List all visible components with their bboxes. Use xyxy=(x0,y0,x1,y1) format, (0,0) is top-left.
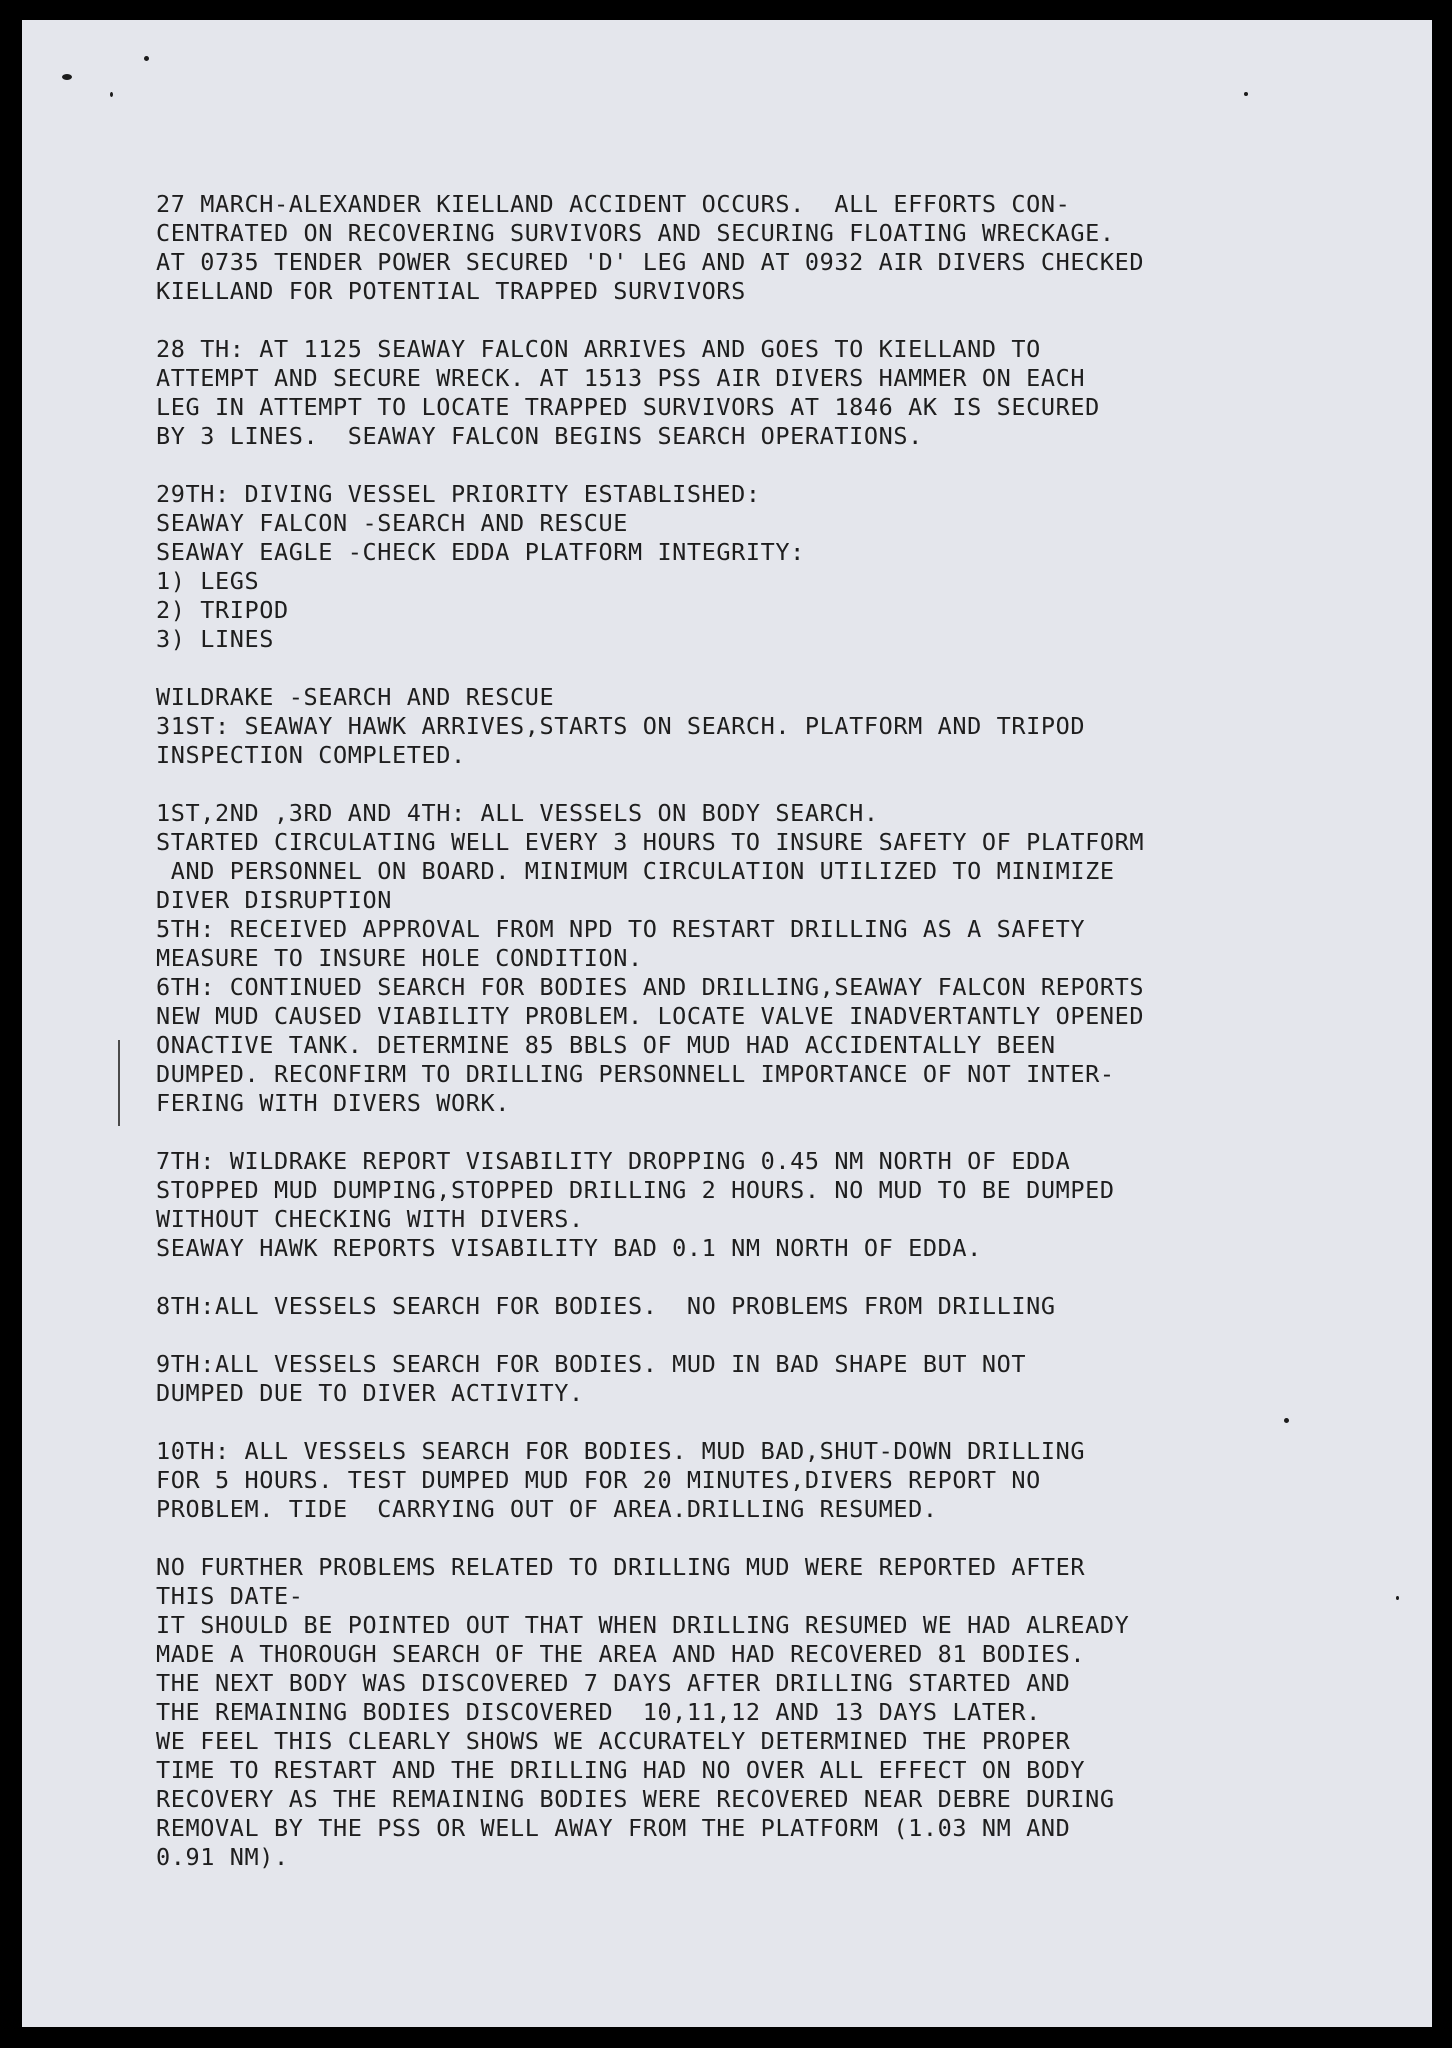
text-line: TIME TO RESTART AND THE DRILLING HAD NO OVER ALL EFFECT ON BODY xyxy=(156,1756,1086,1784)
paragraph-gap xyxy=(156,1408,1144,1437)
report-paragraph xyxy=(156,1292,1144,1321)
scan-speck xyxy=(1396,1596,1399,1600)
text-line: 8TH:ALL VESSELS SEARCH FOR BODIES. NO PROBLEMS FROM DRILLING xyxy=(156,1292,1056,1320)
text-line: NO FURTHER PROBLEMS RELATED TO DRILLING MUD WERE REPORTED AFTER xyxy=(156,1553,1086,1581)
margin-pen-mark xyxy=(118,1040,120,1126)
typewritten-report-text xyxy=(156,190,1144,1872)
text-line: 1) LEGS xyxy=(156,567,260,595)
text-line: 1ST,2ND ,3RD AND 4TH: ALL VESSELS ON BODY SEARCH. xyxy=(156,799,879,827)
text-line: WE FEEL THIS CLEARLY SHOWS WE ACCURATELY DETERMINED THE PROPER xyxy=(156,1727,1071,1755)
report-paragraph xyxy=(156,1147,1144,1263)
paragraph-gap xyxy=(156,1263,1144,1292)
text-line: NEW MUD CAUSED VIABILITY PROBLEM. LOCATE VALVE INADVERTANTLY OPENED xyxy=(156,1002,1145,1030)
text-line: FERING WITH DIVERS WORK. xyxy=(156,1089,510,1117)
text-line: MEASURE TO INSURE HOLE CONDITION. xyxy=(156,944,643,972)
scan-speck xyxy=(110,92,113,97)
text-line: ONACTIVE TANK. DETERMINE 85 BBLS OF MUD HAD ACCIDENTALLY BEEN xyxy=(156,1031,1056,1059)
text-line: RECOVERY AS THE REMAINING BODIES WERE RECOVERED NEAR DEBRE DURING xyxy=(156,1785,1115,1813)
paragraph-gap xyxy=(156,451,1144,480)
text-line: PROBLEM. TIDE CARRYING OUT OF AREA.DRILLING RESUMED. xyxy=(156,1495,938,1523)
text-line: SEAWAY FALCON -SEARCH AND RESCUE xyxy=(156,509,628,537)
text-line: AT 0735 TENDER POWER SECURED 'D' LEG AND AT 0932 AIR DIVERS CHECKED xyxy=(156,248,1145,276)
text-line: 3) LINES xyxy=(156,625,274,653)
text-line: SEAWAY EAGLE -CHECK EDDA PLATFORM INTEGRITY: xyxy=(156,538,805,566)
text-line: AND PERSONNEL ON BOARD. MINIMUM CIRCULATION UTILIZED TO MINIMIZE xyxy=(156,857,1115,885)
text-line: WITHOUT CHECKING WITH DIVERS. xyxy=(156,1205,584,1233)
text-line: LEG IN ATTEMPT TO LOCATE TRAPPED SURVIVORS AT 1846 AK IS SECURED xyxy=(156,393,1100,421)
paragraph-gap xyxy=(156,306,1144,335)
text-line: THIS DATE- xyxy=(156,1582,304,1610)
text-line: THE REMAINING BODIES DISCOVERED 10,11,12 AND 13 DAYS LATER. xyxy=(156,1698,1041,1726)
text-line: STOPPED MUD DUMPING,STOPPED DRILLING 2 HOURS. NO MUD TO BE DUMPED xyxy=(156,1176,1115,1204)
text-line: WILDRAKE -SEARCH AND RESCUE xyxy=(156,683,555,711)
paragraph-gap xyxy=(156,1321,1144,1350)
text-line: KIELLAND FOR POTENTIAL TRAPPED SURVIVORS xyxy=(156,277,746,305)
text-line: 7TH: WILDRAKE REPORT VISABILITY DROPPING 0.45 NM NORTH OF EDDA xyxy=(156,1147,1071,1175)
text-line: FOR 5 HOURS. TEST DUMPED MUD FOR 20 MINUTES,DIVERS REPORT NO xyxy=(156,1466,1041,1494)
paragraph-gap xyxy=(156,654,1144,683)
text-line: INSPECTION COMPLETED. xyxy=(156,741,466,769)
report-paragraph xyxy=(156,1350,1144,1408)
paragraph-gap xyxy=(156,1118,1144,1147)
text-line: THE NEXT BODY WAS DISCOVERED 7 DAYS AFTER DRILLING STARTED AND xyxy=(156,1669,1071,1697)
report-paragraph xyxy=(156,799,1144,1118)
report-paragraph xyxy=(156,480,1144,654)
text-line: 27 MARCH-ALEXANDER KIELLAND ACCIDENT OCCURS. ALL EFFORTS CON- xyxy=(156,190,1071,218)
text-line: MADE A THOROUGH SEARCH OF THE AREA AND HAD RECOVERED 81 BODIES. xyxy=(156,1640,1086,1668)
scan-speck xyxy=(144,56,149,61)
text-line: BY 3 LINES. SEAWAY FALCON BEGINS SEARCH OPERATIONS. xyxy=(156,422,923,450)
scan-speck xyxy=(62,74,72,80)
text-line: 29TH: DIVING VESSEL PRIORITY ESTABLISHED: xyxy=(156,480,761,508)
text-line: 28 TH: AT 1125 SEAWAY FALCON ARRIVES AND GOES TO KIELLAND TO xyxy=(156,335,1041,363)
document-page xyxy=(22,20,1432,2027)
text-line: REMOVAL BY THE PSS OR WELL AWAY FROM THE PLATFORM (1.03 NM AND xyxy=(156,1814,1071,1842)
text-line: STARTED CIRCULATING WELL EVERY 3 HOURS TO INSURE SAFETY OF PLATFORM xyxy=(156,828,1145,856)
text-line: 5TH: RECEIVED APPROVAL FROM NPD TO RESTART DRILLING AS A SAFETY xyxy=(156,915,1086,943)
scan-speck xyxy=(1284,1418,1289,1423)
text-line: 6TH: CONTINUED SEARCH FOR BODIES AND DRILLING,SEAWAY FALCON REPORTS xyxy=(156,973,1145,1001)
text-line: 10TH: ALL VESSELS SEARCH FOR BODIES. MUD BAD,SHUT-DOWN DRILLING xyxy=(156,1437,1086,1465)
text-line: IT SHOULD BE POINTED OUT THAT WHEN DRILLING RESUMED WE HAD ALREADY xyxy=(156,1611,1130,1639)
report-paragraph xyxy=(156,190,1144,306)
text-line: 2) TRIPOD xyxy=(156,596,289,624)
text-line: 0.91 NM). xyxy=(156,1843,289,1871)
text-line: DIVER DISRUPTION xyxy=(156,886,392,914)
text-line: DUMPED DUE TO DIVER ACTIVITY. xyxy=(156,1379,584,1407)
paragraph-gap xyxy=(156,1524,1144,1553)
text-line: DUMPED. RECONFIRM TO DRILLING PERSONNELL IMPORTANCE OF NOT INTER- xyxy=(156,1060,1115,1088)
report-paragraph xyxy=(156,1553,1144,1872)
report-paragraph xyxy=(156,335,1144,451)
text-line: ATTEMPT AND SECURE WRECK. AT 1513 PSS AIR DIVERS HAMMER ON EACH xyxy=(156,364,1086,392)
text-line: CENTRATED ON RECOVERING SURVIVORS AND SECURING FLOATING WRECKAGE. xyxy=(156,219,1115,247)
text-line: SEAWAY HAWK REPORTS VISABILITY BAD 0.1 NM NORTH OF EDDA. xyxy=(156,1234,982,1262)
text-line: 31ST: SEAWAY HAWK ARRIVES,STARTS ON SEARCH. PLATFORM AND TRIPOD xyxy=(156,712,1086,740)
scan-speck xyxy=(1244,92,1248,96)
report-paragraph xyxy=(156,1437,1144,1524)
text-line: 9TH:ALL VESSELS SEARCH FOR BODIES. MUD IN BAD SHAPE BUT NOT xyxy=(156,1350,1027,1378)
report-paragraph xyxy=(156,683,1144,770)
paragraph-gap xyxy=(156,770,1144,799)
